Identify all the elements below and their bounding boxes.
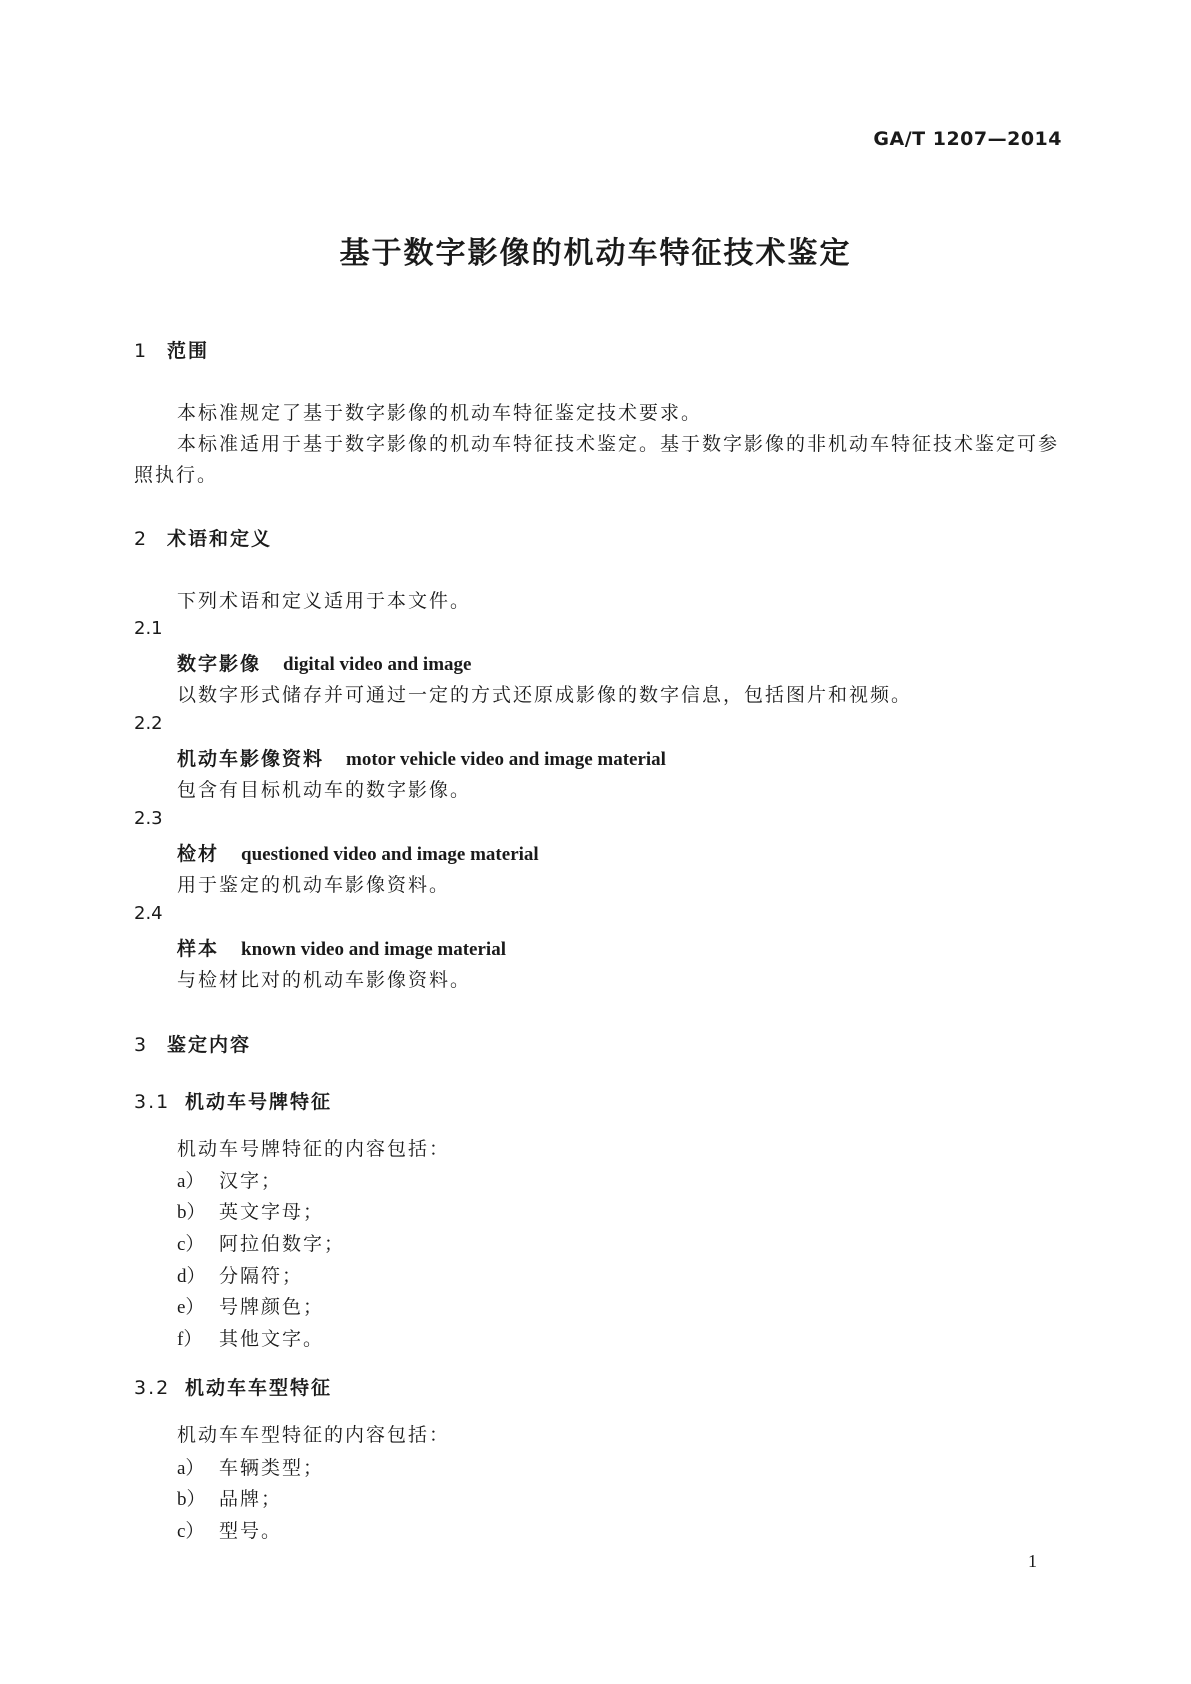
term-chinese: 检材 [177,843,220,865]
list-marker: e） [177,1297,205,1318]
list-text: 英文字母； [219,1201,325,1223]
list-item [177,1229,345,1256]
term-number: 2.1 [134,618,163,639]
list-text: 品牌； [219,1488,283,1510]
term-entry [177,744,666,771]
paragraph: 本标准规定了基于数字影像的机动车特征鉴定技术要求。 [177,402,703,424]
subsection-title: 机动车车型特征 [185,1377,333,1399]
list-marker: c） [177,1521,205,1542]
list-marker: a） [177,1458,205,1479]
term-chinese: 样本 [177,938,220,960]
list-text: 车辆类型； [219,1457,325,1479]
term-number: 2.4 [134,903,163,924]
list-item [177,1261,303,1288]
term-definition: 以数字形式储存并可通过一定的方式还原成影像的数字信息，包括图片和视频。 [177,684,913,706]
paragraph-continuation: 照执行。 [134,464,219,486]
subsection-3-1-heading [134,1087,332,1114]
term-entry [177,649,471,676]
list-text: 分隔符； [219,1265,304,1287]
section-number: 3 [134,1034,149,1056]
section-number: 1 [134,340,149,362]
list-text: 型号。 [219,1520,283,1542]
list-item [177,1292,324,1319]
subsection-title: 机动车号牌特征 [185,1091,333,1113]
term-definition: 用于鉴定的机动车影像资料。 [177,874,451,896]
term-entry [177,839,539,866]
term-chinese: 机动车影像资料 [177,748,325,770]
paragraph: 机动车号牌特征的内容包括： [177,1138,451,1160]
list-item [177,1453,324,1480]
section-title: 范围 [167,340,210,362]
page-number: 1 [1028,1551,1037,1571]
list-text: 阿拉伯数字； [219,1233,346,1255]
term-english: known video and image material [241,939,506,960]
list-item [177,1324,324,1351]
term-number: 2.3 [134,808,163,829]
list-marker: f） [177,1329,203,1350]
term-definition: 包含有目标机动车的数字影像。 [177,779,472,801]
list-item [177,1516,282,1543]
term-number: 2.2 [134,713,163,734]
section-3-heading [134,1030,251,1057]
term-entry [177,934,506,961]
term-english: motor vehicle video and image material [346,749,666,770]
term-chinese: 数字影像 [177,653,262,675]
list-text: 号牌颜色； [219,1296,325,1318]
list-marker: b） [177,1202,206,1223]
subsection-number: 3.1 [134,1091,171,1113]
list-marker: c） [177,1234,205,1255]
subsection-3-2-heading [134,1373,332,1400]
term-english: questioned video and image material [241,844,539,865]
list-marker: b） [177,1489,206,1510]
list-item [177,1166,282,1193]
section-title: 鉴定内容 [167,1034,252,1056]
section-2-heading [134,524,272,551]
paragraph: 机动车车型特征的内容包括： [177,1424,451,1446]
section-number: 2 [134,528,149,550]
list-marker: a） [177,1171,205,1192]
section-title: 术语和定义 [167,528,273,550]
paragraph: 下列术语和定义适用于本文件。 [177,590,472,612]
standard-code: GA/T 1207—2014 [873,128,1062,150]
document-title: 基于数字影像的机动车特征技术鉴定 [339,236,852,271]
list-text: 其他文字。 [219,1328,325,1350]
section-1-heading [134,336,209,363]
list-marker: d） [177,1266,206,1287]
paragraph: 本标准适用于基于数字影像的机动车特征技术鉴定。基于数字影像的非机动车特征技术鉴定可参 [177,433,1060,455]
list-item [177,1197,324,1224]
list-item [177,1484,282,1511]
subsection-number: 3.2 [134,1377,171,1399]
term-definition: 与检材比对的机动车影像资料。 [177,969,472,991]
term-english: digital video and image [283,654,472,675]
list-text: 汉字； [219,1170,283,1192]
